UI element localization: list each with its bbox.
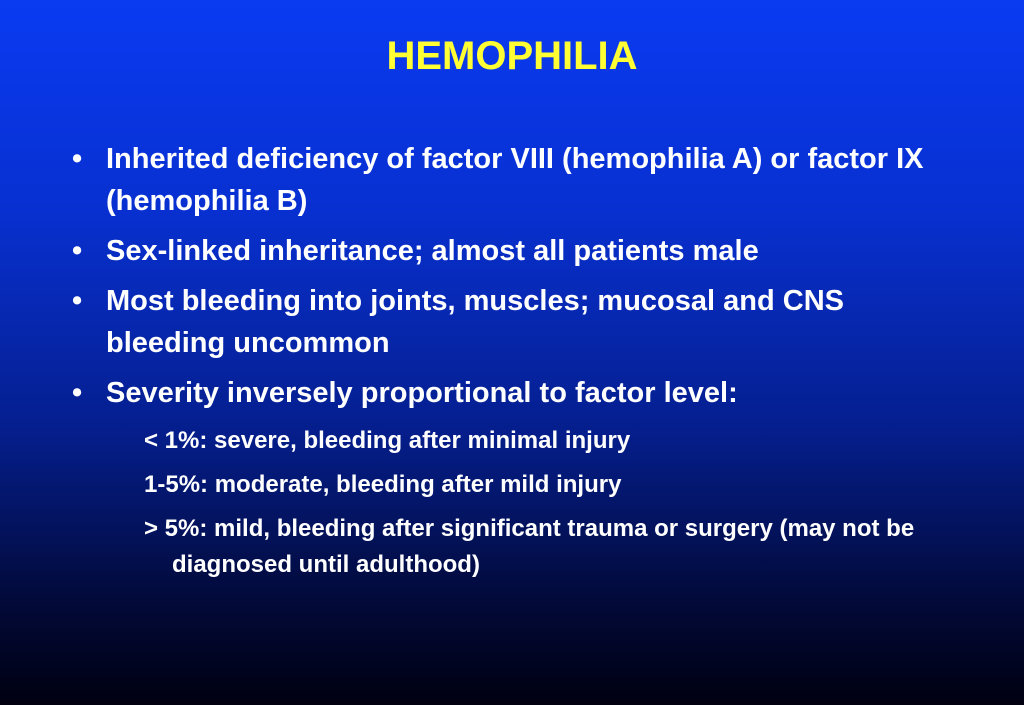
bullet-dot-icon: • — [72, 143, 83, 175]
bullet-item — [70, 230, 970, 272]
slide-title: HEMOPHILIA — [386, 34, 638, 78]
bullet-dot-icon: • — [72, 285, 83, 317]
bullet-text: Most bleeding into joints, muscles; mucosal and CNS bleeding uncommon — [106, 285, 844, 359]
bullet-item — [70, 138, 970, 222]
severity-item: 1-5%: moderate, bleeding after mild injury — [144, 471, 622, 498]
severity-item: > 5%: mild, bleeding after significant trauma or surgery (may not be diagnosed until adulthood) — [144, 515, 915, 578]
bullet-text: Inherited deficiency of factor VIII (hemophilia A) or factor IX (hemophilia B) — [106, 143, 924, 217]
bullet-dot-icon: • — [72, 235, 83, 267]
bullet-item — [70, 372, 970, 414]
bullet-dot-icon: • — [72, 377, 83, 409]
severity-item: < 1%: severe, bleeding after minimal injury — [144, 427, 631, 454]
severity-list — [70, 423, 970, 591]
bullet-text: Severity inversely proportional to factor level: — [106, 377, 738, 409]
bullet-item — [70, 280, 970, 364]
bullet-list — [70, 138, 970, 422]
bullet-text: Sex-linked inheritance; almost all patients male — [106, 235, 759, 267]
